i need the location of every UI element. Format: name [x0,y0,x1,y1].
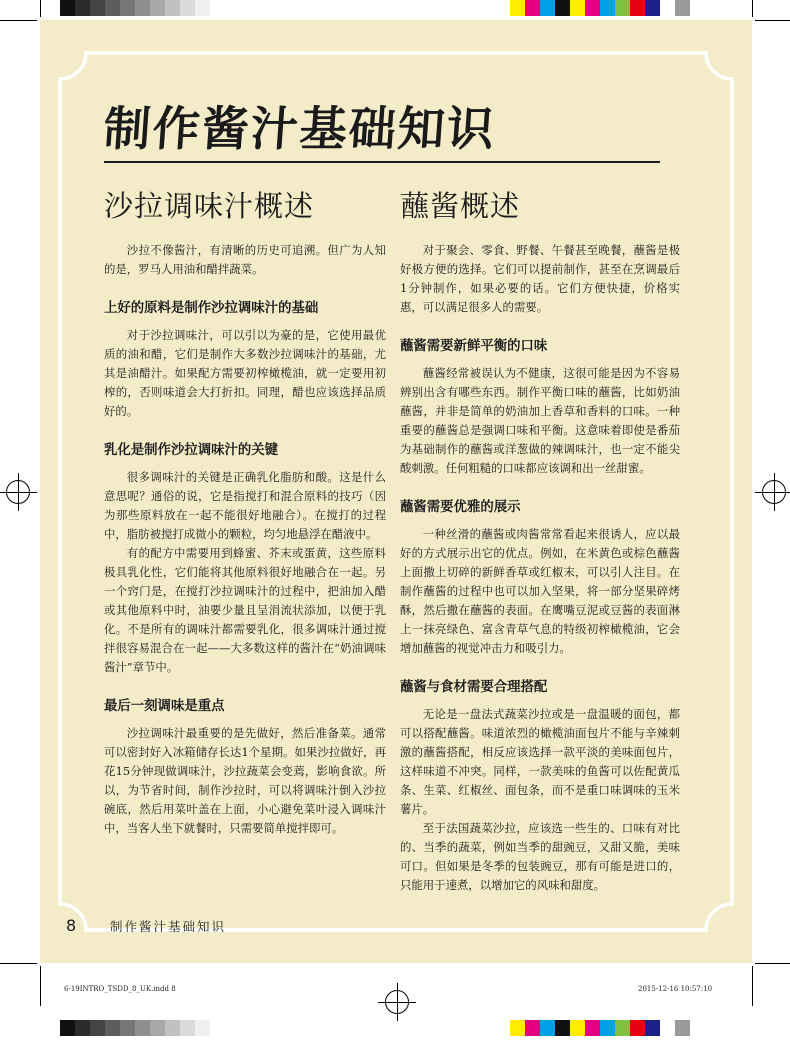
subheading: 最后一刻调味是重点 [104,699,225,714]
color-swatch [90,1020,105,1036]
color-swatch [660,1020,675,1036]
color-swatch [600,1020,615,1036]
color-swatch [60,0,75,16]
crop-mark [752,966,753,1006]
registration-mark [385,990,409,1014]
color-swatch [630,0,645,16]
process-color-bar [510,1020,690,1036]
process-color-bar [510,0,690,16]
color-swatch [135,1020,150,1036]
color-swatch [165,1020,180,1036]
crop-mark [40,966,41,1006]
color-swatch [570,1020,585,1036]
color-swatch [120,1020,135,1036]
color-swatch [60,1020,75,1036]
gray-color-bar [60,0,210,16]
body-paragraph: 沙拉调味汁最重要的是先做好，然后准备菜。通常可以密封好入冰箱储存长达1个星期。如果沙拉做好，再花15分钟现做调味汁，沙拉蔬菜会变蔫，影响食欲。所以，为节省时间，制作沙拉时，可以将调味汁倒入沙拉碗底，然后用菜叶盖在上面，小心避免菜叶浸入调味汁中，当客人坐下就餐时，只需要简单搅拌即可。 [104,726,386,835]
color-swatch [90,0,105,16]
color-swatch [105,1020,120,1036]
section-heading: 蘸酱概述 [400,189,521,223]
color-swatch [150,0,165,16]
body-paragraph: 一种丝滑的蘸酱或肉酱常常看起来很诱人，应以最好的方式展示出它的优点。例如，在米黄色或棕色蘸酱上面撒上切碎的新鲜香草或红椒末，可以引人注目。在制作蘸酱的过程中也可以加入坚果，将一部分坚果碎烤酥，然后撒在蘸酱的表面。在鹰嘴豆泥或豆酱的表面淋上一抹亮绿色、富含青草气息的特级初榨橄榄油，它会增加蘸酱的视觉冲击力和吸引力。 [400,527,680,655]
subheading: 蘸酱需要新鲜平衡的口味 [400,339,548,354]
color-swatch [540,1020,555,1036]
page-title: 制作酱汁基础知识 [101,102,498,157]
color-swatch [645,1020,660,1036]
color-swatch [75,1020,90,1036]
color-swatch [585,1020,600,1036]
color-swatch [180,0,195,16]
color-swatch [675,1020,690,1036]
body-paragraph: 蘸酱经常被误认为不健康，这很可能是因为不容易辨别出含有哪些东西。制作平衡口味的蘸酱，比如奶油蘸酱，并非是简单的奶油加上香草和香料的口味。一种重要的蘸酱总是强调口味和平衡。这意味着即使是番茄为基础制作的蘸酱或洋葱做的辣调味汁，也一定不能尖酸刺激。任何粗糙的口味都应该调和出一丝甜蜜。 [400,366,680,475]
page-number: 8 [66,916,77,935]
color-swatch [75,0,90,16]
color-swatch [675,0,690,16]
body-paragraph: 无论是一盘法式蔬菜沙拉或是一盘温暖的面包，都可以搭配蘸酱。味道浓烈的橄榄油面包片不能与辛辣刺激的蘸酱搭配，相反应该选择一款平淡的美味面包片，这样味道不冲突。同样，一款美味的鱼酱可以佐配黄瓜条、生菜、红椒丝、面包条，而不是重口味调味的玉米薯片。 [400,707,680,816]
color-swatch [525,0,540,16]
crop-mark [755,20,790,21]
body-paragraph: 有的配方中需要用到蜂蜜、芥末或蛋黄，这些原料极具乳化性，它们能将其他原料很好地融合在一起。另一个窍门是，在搅打沙拉调味汁的过程中，把油加入醋或其他原料中时，油要少量且呈涓流状添加，以便于乳化。不是所有的调味汁都需要乳化，很多调味汁通过搅拌很容易混合在一起——大多数这样的酱汁在“奶油调味酱汁”章节中。 [104,546,386,674]
slug-timestamp: 2015-12-16 10:57:10 [638,985,713,993]
subheading: 上好的原料是制作沙拉调味汁的基础 [104,301,319,316]
color-swatch [630,1020,645,1036]
color-swatch [645,0,660,16]
registration-mark [762,480,786,504]
color-swatch [615,0,630,16]
crop-mark [0,20,37,21]
color-swatch [540,0,555,16]
right-column [400,184,680,895]
left-column [104,184,386,838]
color-swatch [585,0,600,16]
color-swatch [600,0,615,16]
crop-mark [40,0,41,17]
color-swatch [165,0,180,16]
color-swatch [180,1020,195,1036]
crop-mark [0,963,37,964]
crop-mark [752,0,753,17]
intro-paragraph: 沙拉不像酱汁，有清晰的历史可追溯。但广为人知的是，罗马人用油和醋拌蔬菜。 [104,243,386,276]
color-swatch [510,0,525,16]
title-rule [104,161,660,163]
color-swatch [615,1020,630,1036]
color-swatch [105,0,120,16]
color-swatch [150,1020,165,1036]
subheading: 乳化是制作沙拉调味汁的关键 [104,443,279,458]
color-swatch [195,1020,210,1036]
gray-color-bar [60,1020,210,1036]
subheading: 蘸酱与食材需要合理搭配 [400,680,548,695]
running-title: 制作酱汁基础知识 [110,919,227,934]
body-paragraph: 对于沙拉调味汁，可以引以为豪的是，它使用最优质的油和醋，它们是制作大多数沙拉调味汁的基础，尤其是油醋汁。如果配方需要初榨橄榄油，就一定要用初榨的，否则味道会大打折扣。同理，醋也应该选择品质好的。 [104,328,386,418]
intro-paragraph: 对于聚会、零食、野餐、午餐甚至晚餐，蘸酱是极好极方便的选择。它们可以提前制作，甚至在烹调最后1分钟制作，如果必要的话。它们方便快捷，价格实惠，可以满足很多人的需要。 [400,243,680,314]
color-swatch [120,0,135,16]
subheading: 蘸酱需要优雅的展示 [400,500,521,515]
color-swatch [525,1020,540,1036]
section-heading: 沙拉调味汁概述 [104,189,315,223]
color-swatch [570,0,585,16]
color-swatch [660,0,675,16]
color-swatch [555,0,570,16]
color-swatch [195,0,210,16]
body-paragraph: 至于法国蔬菜沙拉，应该选一些生的、口味有对比的、当季的蔬菜，例如当季的甜豌豆，又甜又脆，美味可口。但如果是冬季的包装豌豆，那有可能是进口的，只能用于速煮，以增加它的风味和甜度。 [400,821,680,892]
crop-mark [755,963,790,964]
color-swatch [555,1020,570,1036]
body-paragraph: 很多调味汁的关键是正确乳化脂肪和酸。这是什么意思呢？通俗的说，它是指搅打和混合原料的技巧（因为那些原料放在一起不能很好地融合）。在搅打的过程中，脂肪被搅打成微小的颗粒，均匀地悬浮在醋液中。 [104,470,386,541]
registration-mark [6,480,30,504]
slug-filename: 6-19INTRO_TSDD_8_UK.indd 8 [64,985,176,993]
color-swatch [135,0,150,16]
color-swatch [510,1020,525,1036]
